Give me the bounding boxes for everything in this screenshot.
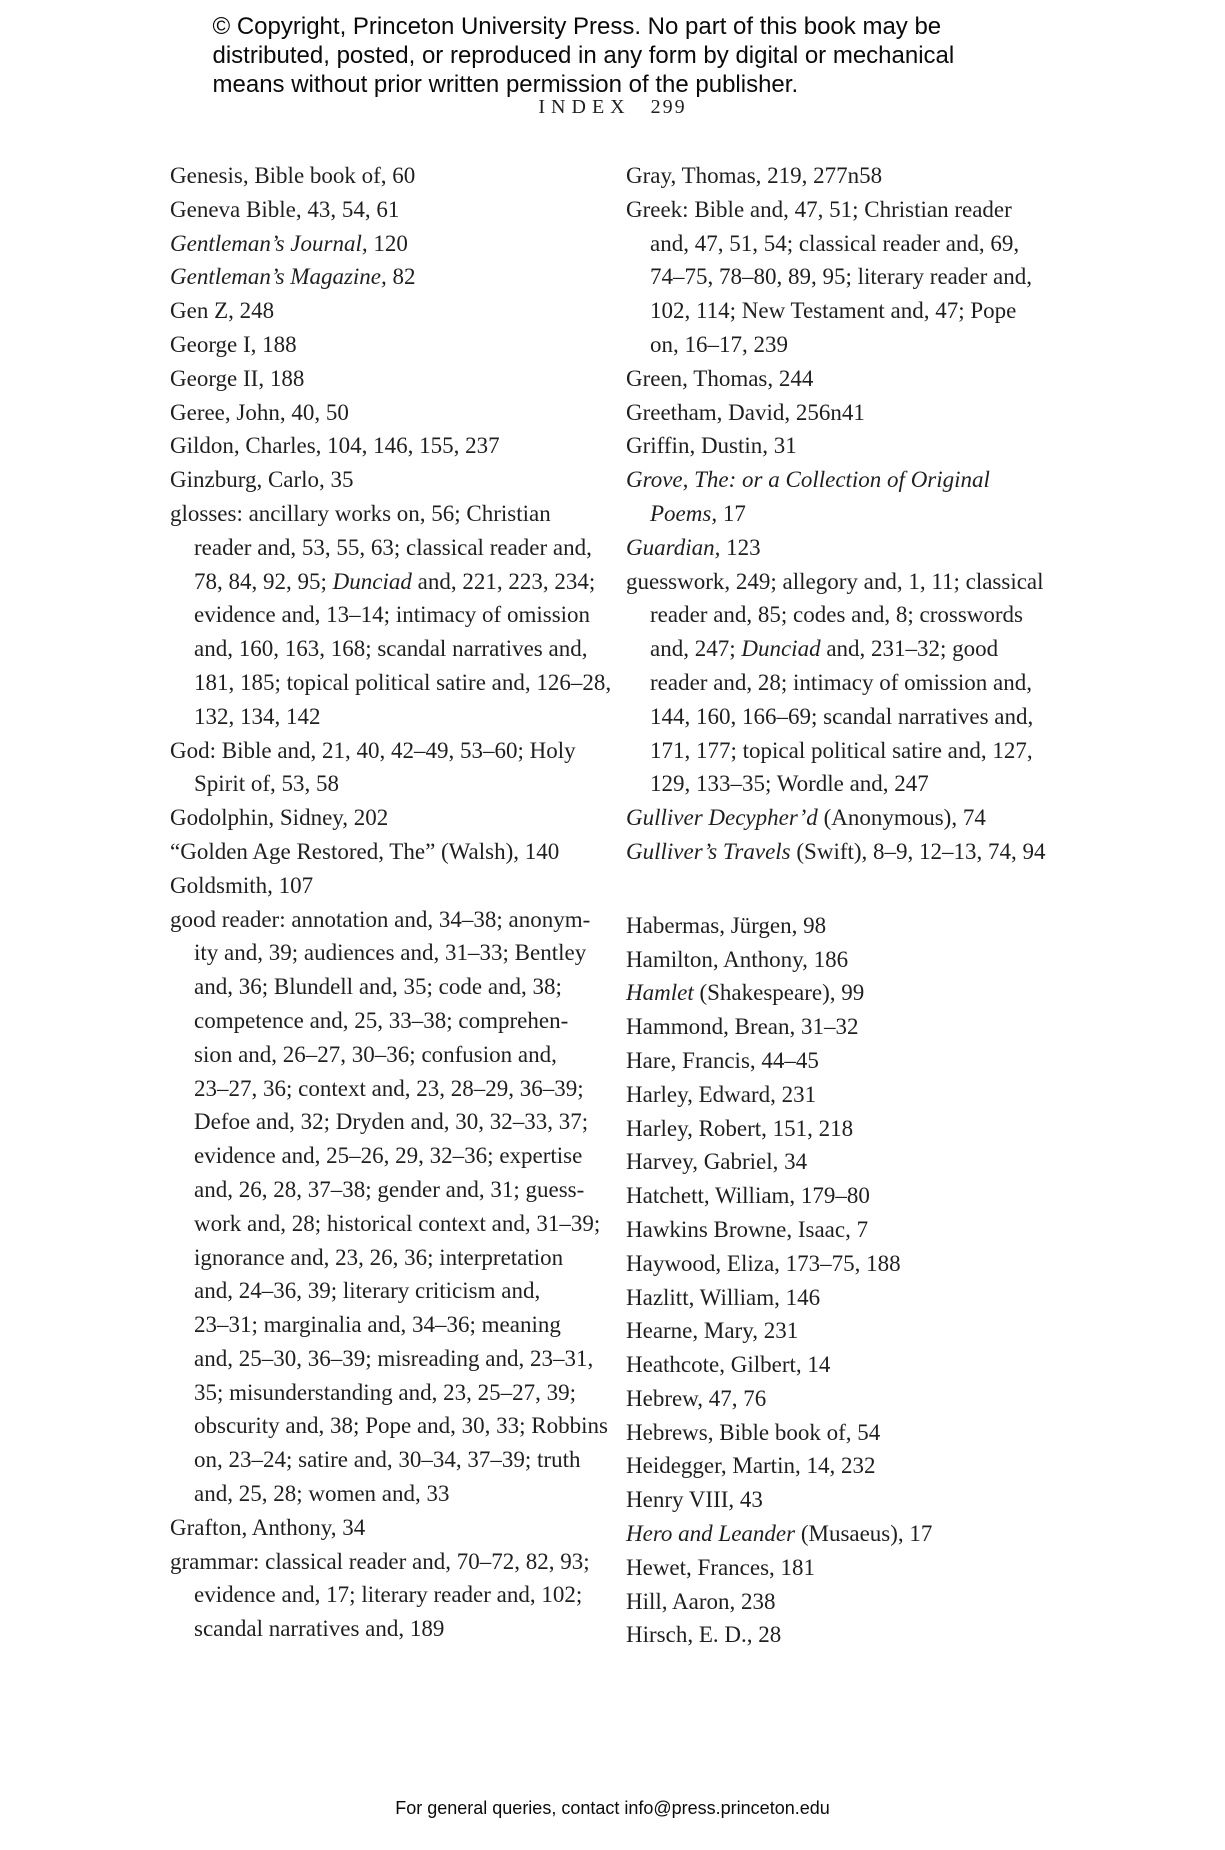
index-line (626, 396, 1105, 430)
text-run: 144, 160, 166–69; scandal narratives and, (650, 703, 1034, 729)
italic-text-run: Hero and Leander (626, 1521, 796, 1547)
text-run: (Swift), 8–9, 12–13, 74, 94 (790, 838, 1046, 864)
text-run: Goldsmith, 107 (170, 872, 314, 898)
index-line (170, 531, 626, 565)
text-run: and, 160, 163, 168; scandal narratives and, (194, 636, 588, 662)
text-run: Hawkins Browne, Isaac, 7 (626, 1216, 869, 1242)
text-run: and, 36; Blundell and, 35; code and, 38; (194, 974, 562, 1000)
index-right-column (626, 159, 1105, 1652)
italic-text-run: Guardian, (626, 534, 721, 560)
index-entry (626, 835, 1105, 869)
index-entry (626, 565, 1105, 802)
index-line (626, 294, 1105, 328)
text-run: Hebrews, Bible book of, 54 (626, 1419, 881, 1445)
index-line (170, 1038, 626, 1072)
index-line (170, 970, 626, 1004)
index-line (170, 700, 626, 734)
text-run: Haywood, Eliza, 173–75, 188 (626, 1250, 901, 1276)
index-line (170, 1545, 626, 1579)
text-run: and, 25, 28; women and, 33 (194, 1481, 450, 1507)
copyright-notice (0, 12, 1225, 99)
index-entry (170, 1545, 626, 1646)
text-run: Hebrew, 47, 76 (626, 1385, 767, 1411)
index-entry (170, 734, 626, 802)
index-line (170, 1578, 626, 1612)
index-entry (626, 1145, 1105, 1179)
text-run: Defoe and, 32; Dryden and, 30, 32–33, 37; (194, 1109, 589, 1135)
index-line (170, 1274, 626, 1308)
text-run: 82 (386, 264, 416, 290)
index-line (626, 1044, 1105, 1078)
index-line (626, 1551, 1105, 1585)
index-line (170, 1409, 626, 1443)
index-line (626, 1585, 1105, 1619)
text-run: (Anonymous), 74 (817, 805, 986, 831)
text-run: 23–31; marginalia and, 34–36; meaning (194, 1312, 561, 1338)
text-run: and, 47, 51, 54; classical reader and, 69, (650, 230, 1020, 256)
index-line (626, 1449, 1105, 1483)
index-line (626, 1078, 1105, 1112)
index-line (170, 294, 626, 328)
text-run: reader and, 53, 55, 63; classical reader and, (194, 534, 592, 560)
index-line (626, 734, 1105, 768)
index-entry (170, 869, 626, 903)
index-entry (626, 1618, 1105, 1652)
text-run: Harvey, Gabriel, 34 (626, 1149, 808, 1175)
index-line (170, 1004, 626, 1038)
text-run: Gen Z, 248 (170, 298, 275, 324)
index-line (170, 227, 626, 261)
index-line (170, 1139, 626, 1173)
index-line (626, 1314, 1105, 1348)
text-run: Genesis, Bible book of, 60 (170, 163, 416, 188)
index-entry (170, 903, 626, 1511)
text-run: and, 24–36, 39; literary criticism and, (194, 1278, 541, 1304)
index-line (626, 565, 1105, 599)
index-line (170, 1511, 626, 1545)
text-run: Greetham, David, 256n41 (626, 399, 865, 425)
text-run: and, 231–32; good (820, 636, 999, 662)
index-entry (626, 1281, 1105, 1315)
text-run: ity and, 39; audiences and, 31–33; Bentley (194, 940, 587, 966)
index-entry (170, 362, 626, 396)
index-line (170, 801, 626, 835)
index-line (626, 1010, 1105, 1044)
index-entry (626, 1179, 1105, 1213)
index-line (626, 1382, 1105, 1416)
text-run: Hill, Aaron, 238 (626, 1588, 776, 1614)
text-run: scandal narratives and, 189 (194, 1616, 445, 1642)
index-line (626, 1145, 1105, 1179)
index-line (170, 1173, 626, 1207)
index-line (170, 1376, 626, 1410)
text-run: 120 (367, 230, 408, 256)
text-run: 17 (717, 500, 746, 526)
index-entry (170, 328, 626, 362)
index-entry (170, 801, 626, 835)
index-line (170, 362, 626, 396)
index-line (626, 767, 1105, 801)
index-entry (170, 463, 626, 497)
index-line (170, 565, 626, 599)
index-line (170, 1207, 626, 1241)
index-entry (626, 909, 1105, 943)
index-label: INDEX (538, 96, 631, 118)
text-run: Spirit of, 53, 58 (194, 771, 340, 797)
index-line (626, 260, 1105, 294)
index-entry (626, 1416, 1105, 1450)
italic-text-run: Grove, The: or a Collection of Original (626, 467, 990, 493)
index-entry (626, 1213, 1105, 1247)
text-run: Gildon, Charles, 104, 146, 155, 237 (170, 433, 500, 459)
copyright-line-2: distributed, posted, or reproduced in any form by digital or mechanical (212, 42, 955, 69)
index-line (626, 1618, 1105, 1652)
text-run: God: Bible and, 21, 40, 42–49, 53–60; Holy (170, 737, 576, 763)
index-line (626, 463, 1105, 497)
index-line (626, 531, 1105, 565)
index-line (170, 1443, 626, 1477)
text-run: Hazlitt, William, 146 (626, 1284, 821, 1310)
text-run: Heidegger, Martin, 14, 232 (626, 1453, 876, 1479)
text-run: Harley, Edward, 231 (626, 1081, 817, 1107)
index-entry (626, 429, 1105, 463)
index-left-column (170, 159, 626, 1646)
index-line (170, 1612, 626, 1646)
index-entry (626, 1348, 1105, 1382)
text-run: Geneva Bible, 43, 54, 61 (170, 196, 400, 222)
text-run: evidence and, 25–26, 29, 32–36; expertise (194, 1143, 583, 1169)
text-run: reader and, 28; intimacy of omission and, (650, 669, 1032, 695)
text-run: Hatchett, William, 179–80 (626, 1183, 870, 1209)
text-run: 74–75, 78–80, 89, 95; literary reader and, (650, 264, 1032, 290)
italic-text-run: Gulliver Decypher’d (626, 805, 818, 831)
index-line (626, 429, 1105, 463)
index-entry (170, 159, 626, 193)
index-entry (626, 1483, 1105, 1517)
text-run: on, 23–24; satire and, 30–34, 37–39; truth (194, 1447, 581, 1473)
index-line (170, 903, 626, 937)
text-run: and, 247; (650, 636, 742, 662)
index-line (170, 328, 626, 362)
index-line (170, 666, 626, 700)
index-entry (170, 429, 626, 463)
index-entry (626, 362, 1105, 396)
text-run: “Golden Age Restored, The” (Walsh), 140 (170, 838, 560, 864)
text-run: (Musaeus), 17 (795, 1521, 933, 1547)
text-run: Hare, Francis, 44–45 (626, 1047, 819, 1073)
text-run: grammar: classical reader and, 70–72, 82, 93; (170, 1548, 590, 1574)
italic-text-run: Poems, (650, 500, 718, 526)
italic-text-run: Gentleman’s Magazine, (170, 264, 387, 290)
text-run: Hirsch, E. D., 28 (626, 1622, 782, 1648)
index-line (626, 700, 1105, 734)
index-entry (626, 1517, 1105, 1551)
text-run: Hamilton, Anthony, 186 (626, 946, 849, 972)
index-line (170, 835, 626, 869)
text-run: 171, 177; topical political satire and, 127, (650, 737, 1033, 763)
index-entry (626, 1044, 1105, 1078)
text-run: evidence and, 13–14; intimacy of omission (194, 602, 591, 628)
text-run: Grafton, Anthony, 34 (170, 1514, 366, 1540)
italic-text-run: Dunciad (332, 568, 412, 594)
text-run: evidence and, 17; literary reader and, 102; (194, 1582, 583, 1608)
index-line (626, 193, 1105, 227)
index-line (626, 666, 1105, 700)
index-line (170, 1241, 626, 1275)
index-line (626, 1348, 1105, 1382)
index-line (170, 159, 626, 193)
text-run: work and, 28; historical context and, 31–39; (194, 1210, 601, 1236)
index-line (626, 835, 1105, 869)
footer-contact: For general queries, contact info@press.princeton.edu (395, 1798, 830, 1818)
index-columns (170, 159, 1105, 1652)
copyright-text (213, 12, 1013, 99)
text-run: Gray, Thomas, 219, 277n58 (626, 163, 883, 188)
index-entry (170, 396, 626, 430)
index-line (626, 497, 1105, 531)
index-entry (626, 159, 1105, 193)
text-run: obscurity and, 38; Pope and, 30, 33; Robbins (194, 1413, 608, 1439)
text-run: 129, 133–35; Wordle and, 247 (650, 771, 929, 797)
text-run: sion and, 26–27, 30–36; confusion and, (194, 1041, 557, 1067)
index-entry (170, 1511, 626, 1545)
text-run: Hammond, Brean, 31–32 (626, 1014, 859, 1040)
text-run: Greek: Bible and, 47, 51; Christian reader (626, 196, 1012, 222)
index-line (626, 1213, 1105, 1247)
index-entry (626, 463, 1105, 531)
index-entry (170, 294, 626, 328)
text-run: Harley, Robert, 151, 218 (626, 1115, 854, 1141)
index-line (170, 260, 626, 294)
text-run: Hearne, Mary, 231 (626, 1318, 799, 1344)
index-entry (626, 193, 1105, 362)
index-line (170, 429, 626, 463)
text-run: Ginzburg, Carlo, 35 (170, 467, 354, 493)
index-line (626, 1416, 1105, 1450)
index-line (626, 362, 1105, 396)
italic-text-run: Gulliver’s Travels (626, 838, 791, 864)
index-line (626, 976, 1105, 1010)
text-run: 102, 114; New Testament and, 47; Pope (650, 298, 1017, 324)
text-run: ignorance and, 23, 26, 36; interpretation (194, 1244, 564, 1270)
index-entry (626, 1247, 1105, 1281)
index-line (170, 396, 626, 430)
text-run: on, 16–17, 239 (650, 331, 788, 357)
index-line (626, 909, 1105, 943)
index-line (626, 227, 1105, 261)
index-entry (170, 835, 626, 869)
text-run: glosses: ancillary works on, 56; Christian (170, 500, 551, 526)
italic-text-run: Hamlet (626, 980, 694, 1006)
index-entry (626, 1551, 1105, 1585)
text-run: 35; misunderstanding and, 23, 25–27, 39; (194, 1379, 577, 1405)
index-entry (626, 1449, 1105, 1483)
index-entry (626, 801, 1105, 835)
index-line (170, 1072, 626, 1106)
text-run: 181, 185; topical political satire and, 126–28, (194, 669, 612, 695)
index-line (170, 598, 626, 632)
text-run: good reader: annotation and, 34–38; anonym- (170, 906, 591, 932)
text-run: Green, Thomas, 244 (626, 365, 814, 391)
text-run: guesswork, 249; allegory and, 1, 11; classical (626, 568, 1044, 594)
index-entry (170, 227, 626, 261)
index-entry (626, 531, 1105, 565)
text-run: and, 221, 223, 234; (411, 568, 596, 594)
index-line (170, 632, 626, 666)
index-entry (626, 1585, 1105, 1619)
text-run: George I, 188 (170, 331, 297, 357)
index-line (626, 328, 1105, 362)
index-entry (626, 396, 1105, 430)
index-line (626, 1517, 1105, 1551)
index-line (170, 734, 626, 768)
index-line (170, 1342, 626, 1376)
running-head (0, 96, 1225, 119)
index-entry (626, 1314, 1105, 1348)
text-run: George II, 188 (170, 365, 305, 391)
index-line (626, 943, 1105, 977)
index-line (170, 497, 626, 531)
index-line (626, 159, 1105, 193)
index-line (170, 1105, 626, 1139)
index-entry (170, 193, 626, 227)
index-line (170, 463, 626, 497)
italic-text-run: Dunciad (741, 636, 821, 662)
index-entry (626, 976, 1105, 1010)
index-line (626, 801, 1105, 835)
text-run: 23–27, 36; context and, 23, 28–29, 36–39; (194, 1075, 584, 1101)
index-entry (626, 1112, 1105, 1146)
text-run: and, 25–30, 36–39; misreading and, 23–31, (194, 1345, 594, 1371)
text-run: reader and, 85; codes and, 8; crosswords (650, 602, 1023, 628)
section-gap (626, 869, 1105, 909)
index-line (626, 632, 1105, 666)
index-entry (170, 260, 626, 294)
index-line (626, 1247, 1105, 1281)
index-line (170, 869, 626, 903)
index-line (170, 1308, 626, 1342)
index-line (626, 598, 1105, 632)
copyright-line-1: © Copyright, Princeton University Press. No part of this book may be (212, 13, 942, 40)
index-line (170, 936, 626, 970)
text-run: 132, 134, 142 (194, 703, 321, 729)
index-line (626, 1112, 1105, 1146)
text-run: Hewet, Frances, 181 (626, 1554, 816, 1580)
index-line (626, 1179, 1105, 1213)
text-run: Griffin, Dustin, 31 (626, 433, 797, 459)
text-run: competence and, 25, 33–38; comprehen- (194, 1007, 569, 1033)
index-line (170, 1477, 626, 1511)
text-run: Habermas, Jürgen, 98 (626, 912, 827, 938)
index-entry (170, 497, 626, 734)
text-run: Heathcote, Gilbert, 14 (626, 1352, 831, 1378)
text-run: (Shakespeare), 99 (693, 980, 865, 1006)
index-entry (626, 1382, 1105, 1416)
copyright-line-3: means without prior written permission of the publisher. (212, 71, 799, 98)
index-line (626, 1483, 1105, 1517)
text-run: 78, 84, 92, 95; (194, 568, 333, 594)
text-run: Godolphin, Sidney, 202 (170, 805, 389, 831)
italic-text-run: Gentleman’s Journal, (170, 230, 368, 256)
text-run: 123 (720, 534, 761, 560)
page-number: 299 (650, 96, 687, 118)
text-run: and, 26, 28, 37–38; gender and, 31; guess- (194, 1176, 585, 1202)
text-run: Geree, John, 40, 50 (170, 399, 349, 425)
text-run: Henry VIII, 43 (626, 1487, 763, 1513)
index-line (170, 767, 626, 801)
index-entry (626, 943, 1105, 977)
index-line (170, 193, 626, 227)
index-line (626, 1281, 1105, 1315)
index-entry (626, 1010, 1105, 1044)
index-entry (626, 1078, 1105, 1112)
